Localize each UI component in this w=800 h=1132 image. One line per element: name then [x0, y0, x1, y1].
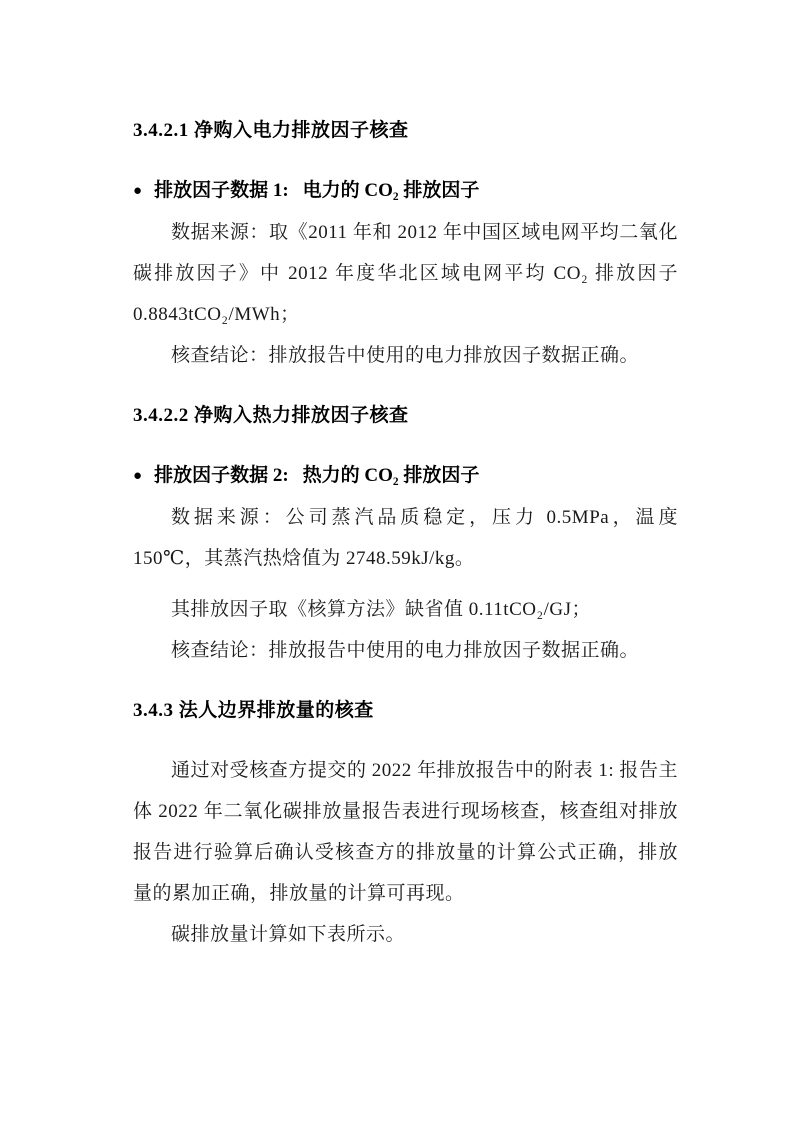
paragraph-table-intro: 碳排放量计算如下表所示。 [171, 924, 406, 945]
section-heading-3-4-2-1: 3.4.2.1 净购入电力排放因子核查 [133, 120, 409, 141]
paragraph-verification-conclusion: 核查结论：排放报告中使用的电力排放因子数据正确。 [171, 640, 640, 661]
bullet-item-emission-factor-2 [133, 455, 678, 497]
section-net-purchased-heat [133, 395, 678, 671]
bullet-title: 电力的 CO₂ 排放因子 [302, 180, 480, 201]
paragraph-data-source: 数据来源：公司蒸汽品质稳定，压力 0.5MPa，温度 150℃，其蒸汽热焓值为 2748.59kJ/kg。 [133, 507, 678, 569]
bullet-item-emission-factor-1 [133, 170, 678, 212]
bullet-icon: ● [133, 183, 143, 199]
paragraph-verification-conclusion: 核查结论：排放报告中使用的电力排放因子数据正确。 [171, 345, 640, 366]
section-heading-3-4-3: 3.4.3 法人边界排放量的核查 [133, 700, 374, 721]
bullet-icon: ● [133, 468, 143, 484]
section-heading-3-4-2-2: 3.4.2.2 净购入热力排放因子核查 [133, 405, 409, 426]
paragraph-onsite-verification: 通过对受核查方提交的 2022 年排放报告中的附表 1: 报告主体 2022 年二氧化碳排放量报告表进行现场核查，核查组对排放报告进行验算后确认受核查方的排放量的计算公式正确，排放量的累加正确，排放量的计算可再现。 [133, 760, 678, 904]
section-net-purchased-electricity [133, 110, 678, 376]
section-legal-boundary-emissions [133, 690, 678, 955]
bullet-label: 排放因子数据 2: [154, 465, 289, 486]
paragraph-data-source: 数据来源：取《2011 年和 2012 年中国区域电网平均二氧化碳排放因子》中 2012 年度华北区域电网平均 CO₂ 排放因子 0.8843tCO₂/MWh； [133, 222, 678, 325]
bullet-label: 排放因子数据 1: [154, 180, 289, 201]
bullet-title: 热力的 CO₂ 排放因子 [302, 465, 480, 486]
paragraph-default-factor: 其排放因子取《核算方法》缺省值 0.11tCO₂/GJ； [171, 599, 591, 620]
